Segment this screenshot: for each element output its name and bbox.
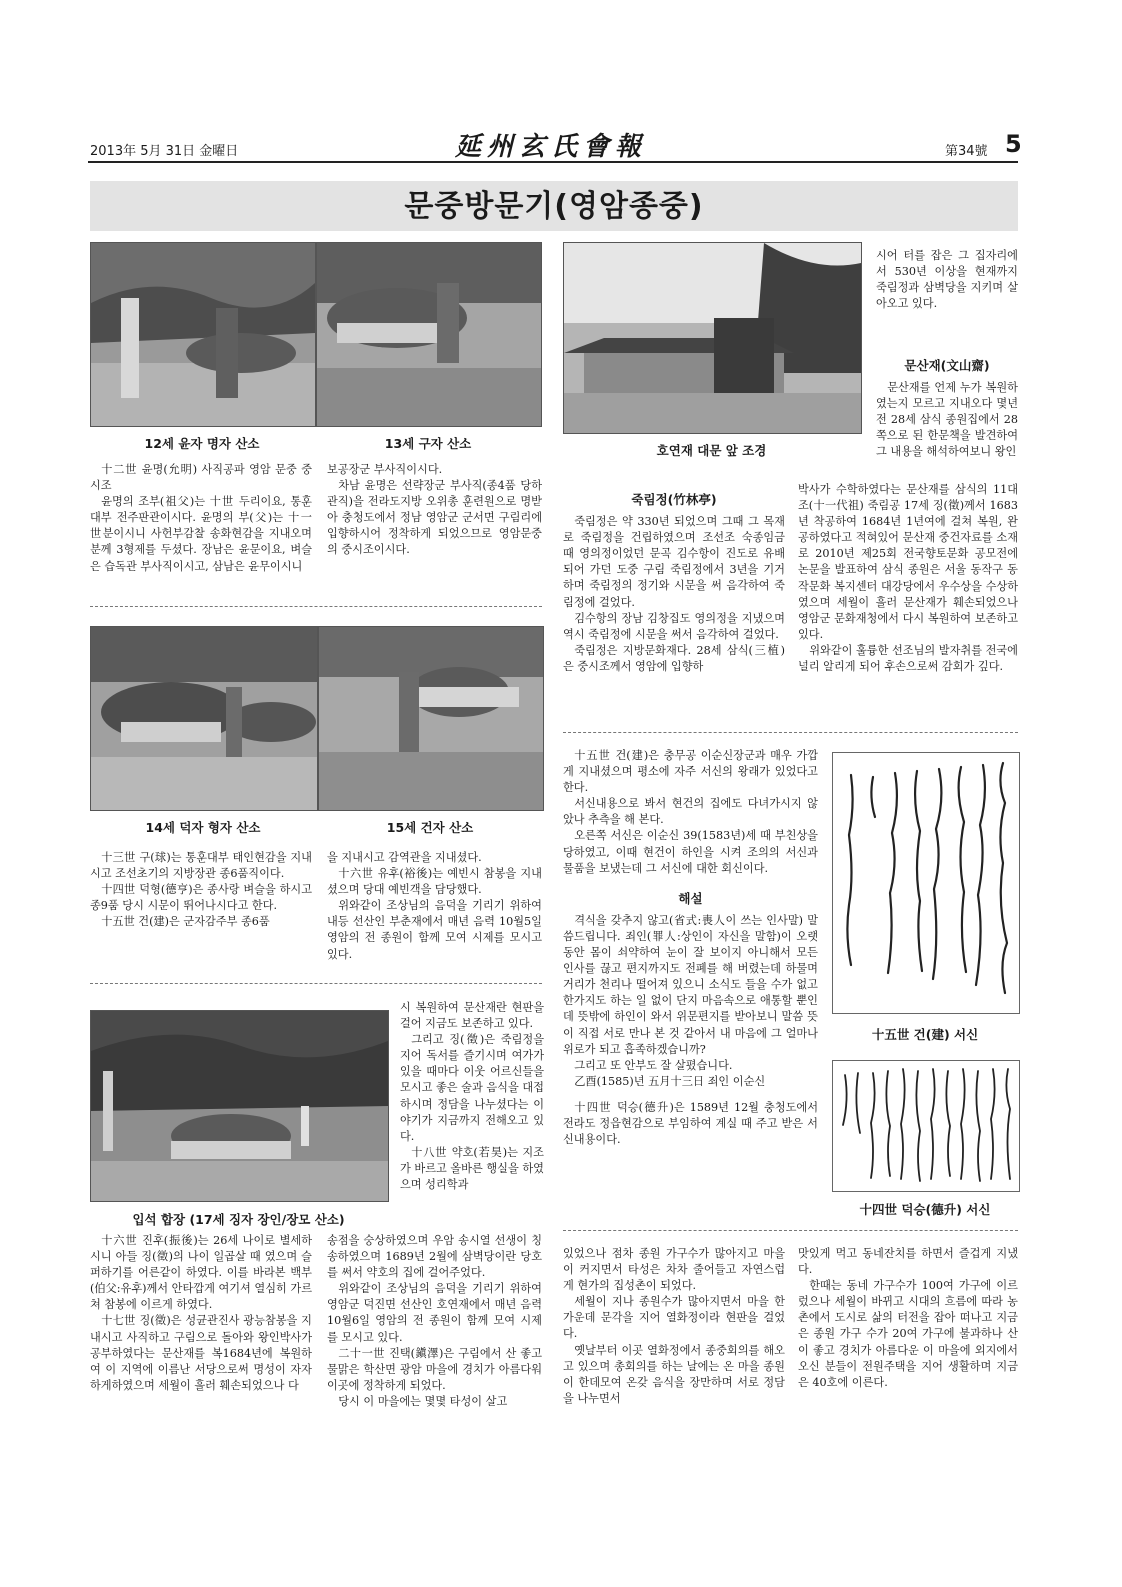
paragraph: 차남 윤명은 선략장군 부사직(종4품 당하관직)을 전라도지방 오위총 훈련원으로 명받아 충청도에서 정남 영암군 군서면 구림리에 입향하시어 정착하게 되었으므로 영암문중의 중시조이시다. [327, 479, 542, 557]
paragraph: 죽림정은 지방문화재다. 28세 삼식(三植)은 중시조께서 영암에 입향하 [563, 643, 785, 673]
newspaper-title: 延州玄氏會報 [455, 132, 648, 162]
caption-photo-joint-tomb: 입석 합장 (17세 징자 장인/장모 산소) [132, 1212, 345, 1227]
subheading-jukrimjeong: 죽림정(竹林亭) [631, 492, 717, 507]
calligraphy-letter-15th [832, 752, 1020, 1014]
text-13th-a [90, 850, 312, 930]
paragraph: 문산재를 언제 누가 복원하였는지 모르고 지내오다 몇년전 28세 삼식 종원집에서 28쪽으로 된 한문책을 발견하여 그 내용을 해석하여보니 왕인 [876, 381, 1018, 459]
paragraph: 오른쪽 서신은 이순신 39(1583년)세 때 부친상을 당하였고, 이때 현건이 하인을 시켜 조의의 서신과 물품을 보냈는데 그 서신에 대한 회신이다. [563, 829, 818, 875]
caption-photo-gate: 호연재 대문 앞 조경 [656, 443, 767, 458]
section-divider [563, 1230, 1018, 1231]
text-right-top [876, 248, 1018, 312]
paragraph: 세월이 지나 종원수가 많아지면서 마을 한가운데 문각을 지어 열화정이라 현판을 걸었다. [563, 1295, 785, 1341]
paragraph: 十五世 건(建)은 군자감주부 종6품 [101, 915, 270, 929]
paragraph: 서신내용으로 봐서 현건의 집에도 다녀가시지 않았나 추측을 해 본다. [563, 797, 818, 827]
text-letters [563, 748, 818, 1148]
paragraph: 당시 이 마을에는 몇몇 타성이 살고 [338, 1394, 508, 1408]
caption-photo-15th: 15세 건자 산소 [386, 820, 474, 835]
paragraph: 十四世 덕형(德亨)은 종사랑 벼슬을 하시고 종9품 당시 시문이 뛰어나시다고 한다. [90, 883, 312, 913]
caption-photo-13th: 13세 구자 산소 [384, 436, 472, 451]
paragraph: 十八世 약호(若昊)는 지조가 바르고 올바른 행실을 하였으며 성리학과 [400, 1145, 544, 1192]
photo-hoyeonjae-gate [563, 242, 862, 434]
text-12th-a [90, 462, 312, 575]
text-village-a [563, 1246, 785, 1407]
paragraph: 十三世 구(球)는 통훈대부 태인현감을 지내시고 조선초기의 지방장관 종6품직이다. [90, 851, 312, 881]
paragraph: 죽림정은 약 330년 되었으며 그때 그 목재로 죽림정을 건립하였으며 조선조 숙종임금 때 영의정이었던 문곡 김수항이 진도로 유배되어 가던 도중 구림 죽림정에서 3년을 기거하며 죽림정의 정기와 시문을 써 음각하여 죽림정에 걸었다. [563, 515, 785, 609]
paragraph: 박사가 수학하였다는 문산재를 삼식의 11대조(十一代祖) 죽림공 17세 징(徵)께서 1683년 착공하여 1684년 1년여에 걸쳐 복원, 완공하였다고 적혀있어 문산재 중건자료를 소재로 2010년 제25회 전국향토문화 공모전에 논문을 발표하여 삼식 종원은 서울 동작구 동작문화 복지센터 대강당에서 우수상을 수상하였으며 세월이 흘러 문산재가 훼손되었으나 영암군 문화재청에서 다시 복원하여 보존하고 있다. [798, 483, 1018, 641]
paragraph: 있었으나 점차 종원 가구수가 많아지고 마을이 커지면서 타성은 차차 줄어들고 자연스럽게 현가의 집성촌이 되었다. [563, 1247, 785, 1293]
calligraphy-letter-14th [832, 1060, 1020, 1192]
paragraph: 보공장군 부사직이시다. [327, 463, 443, 476]
section-divider [90, 983, 542, 984]
text-13th-b [327, 850, 542, 963]
caption-letter-15th: 十五世 건(建) 서신 [871, 1027, 979, 1042]
subheading-explanation: 해설 [678, 890, 703, 906]
caption-photo-14th: 14세 덕자 형자 산소 [145, 820, 261, 835]
subheading-munsanjae: 문산재(文山齋) [904, 358, 990, 373]
photo-joint-tomb [90, 1010, 389, 1202]
paragraph: 그리고 또 안부도 잘 살폈습니다. [574, 1058, 733, 1072]
paragraph: 한때는 동네 가구수가 100여 가구에 이르렀으나 세월이 바뀌고 시대의 흐름에 따라 농촌에서 도시로 삶의 터전을 잡아 떠나고 지금은 종원 가구 수가 20여 가구에 불과하나 산이 좋고 경치가 아름다운 이 마을에 외지에서 오신 분들이 전원주택을 지어 생활하며 지금은 40호에 이른다. [798, 1279, 1018, 1389]
paragraph: 맛있게 먹고 동네잔치를 하면서 즐겁게 지냈다. [798, 1247, 1018, 1277]
text-17th-side [400, 1000, 544, 1193]
paragraph: 윤명의 조부(祖父)는 十世 두리이요, 통훈대부 전주판관이시다. 윤명의 부(父)는 十一世분이시니 사헌부감찰 송화현감을 지내오며 분께 3형제를 두셨다. 장남은 윤문이요, 벼슬은 습독관 부사직이시고, 삼남은 윤무이시니 [90, 495, 312, 573]
page-number: 5 [1005, 130, 1022, 158]
text-village-b [798, 1246, 1018, 1391]
paragraph: 위와같이 훌륭한 선조님의 발자취를 전국에 널리 알리게 되어 후손으로써 감회가 깊다. [798, 643, 1018, 674]
paragraph: 을 지내시고 감역관을 지내셨다. [327, 851, 482, 864]
issue-number: 第34號 [945, 144, 988, 159]
header-rule [88, 161, 1018, 163]
text-munsanjae-intro [876, 354, 1018, 461]
paragraph: 위와같이 조상님의 음덕을 기리기 위하여 내등 선산인 부춘재에서 매년 음력 10월5일 영암의 전 종원이 함께 모여 시제를 모시고 있다. [327, 899, 542, 961]
paragraph: 위와같이 조상님의 음덕을 기리기 위하여 영암군 덕진면 선산인 호연재에서 매년 음력 10월6일 영암의 전 종원이 함께 모여 시제를 모시고 있다. [327, 1282, 542, 1344]
photo-tomb-12th [90, 242, 316, 427]
paragraph: 十四世 덕승(德升)은 1589년 12월 충청도에서 전라도 정읍현감으로 부임하여 계실 때 주고 받은 서신내용이다. [563, 1100, 818, 1147]
paragraph: 十五世 건(建)은 충무공 이순신장군과 매우 가깝게 지내셨으며 평소에 자주 서신의 왕래가 있었다고 한다. [563, 749, 818, 795]
paragraph: 격식을 갖추지 않고(省式:喪人이 쓰는 인사말) 말씀드립니다. 죄인(罪人:상인이 자신을 말함)이 오랫동안 몸이 쇠약하여 눈이 잘 보이지 아니해서 모든 인사를 끊고 편지까지도 전폐를 해 버렸는데 하물며 거리가 천리나 떨어져 있으니 소식도 들을 수가 없고 한가지도 하는 일 없이 단지 마음속으로 애통할 뿐인데 뜻밖에 하인이 와서 위문편지를 받아보니 말씀 뜻이 직접 서로 만나 본 것 같아서 내 마음에 그 얼마나 위로가 되고 흡족하겠습니까? [563, 913, 818, 1056]
photo-tomb-13th [316, 242, 542, 427]
text-16th-a [90, 1233, 312, 1394]
text-12th-b [327, 462, 542, 559]
paragraph: 十七世 징(徵)은 성균관진사 광능참봉을 지내시고 사직하고 구림으로 돌아와 왕인박사가 공부하였다는 문산재를 복1684년에 복원하여 이 지역에 이름난 서당으로써 명성이 자자하게하였으며 세월이 흘러 훼손되었으나 다 [90, 1314, 312, 1392]
paragraph: 송점을 숭상하였으며 우암 송시열 선생이 칭송하였으며 1689년 2월에 삼벽당이란 당호를 써서 약호의 집에 걸어주었다. [327, 1234, 542, 1280]
text-munsanjae-body [798, 482, 1018, 675]
article-title: 문중방문기(영암종중) [90, 181, 1018, 231]
text-jukrimjeong [563, 488, 785, 675]
caption-letter-14th: 十四世 덕승(德升) 서신 [859, 1202, 991, 1217]
paragraph: 시 복원하여 문산재란 현판을 걸어 지금도 보존하고 있다. [400, 1001, 544, 1031]
photo-tomb-15th [318, 626, 544, 811]
paragraph: 十六世 진후(振後)는 26세 나이로 별세하시니 아들 징(徵)의 나이 일곱살 때 였으며 슬퍼하기를 어른같이 하였다. 이를 바라본 백부(伯父:유후)께서 안타깝게 여기셔 열심히 가르쳐 참봉에 이르게 하였다. [90, 1234, 313, 1312]
issue-date: 2013年 5月 31日 金曜日 [90, 144, 239, 159]
paragraph: 시어 터를 잡은 그 집자리에서 530년 이상을 현재까지 죽림정과 삼벽당을 지키며 살아오고 있다. [876, 249, 1018, 311]
paragraph: 옛날부터 이곳 열화정에서 종중회의를 해오고 있으며 총회의를 하는 날에는 온 마을 종원이 한데모여 온갖 음식을 장만하며 서로 정담을 나누면서 [563, 1343, 785, 1405]
photo-tomb-14th [90, 626, 318, 811]
paragraph: 二十一世 진택(鎭澤)은 구림에서 산 좋고 물맑은 학산면 광암 마을에 경치가 아름다워 이곳에 정착하게 되었다. [327, 1346, 542, 1392]
caption-photo-12th: 12세 윤자 명자 산소 [144, 436, 260, 451]
paragraph: 乙酉(1585)년 五月十三日 죄인 이순신 [574, 1074, 766, 1088]
section-divider [563, 732, 1018, 733]
paragraph: 十二世 윤명(允明) 사직공파 영암 문중 중시조 [90, 463, 312, 493]
paragraph: 十六世 유후(裕後)는 예빈시 참봉을 지내셨으며 당대 예빈객을 담당했다. [327, 867, 542, 897]
paragraph: 김수항의 장남 김창집도 영의정을 지냈으며 역시 죽림정에 시문을 써서 음각하여 걸었다. [563, 611, 785, 641]
paragraph: 그리고 징(徵)은 죽림정을 지어 독서를 즐기시며 여가가 있을 때마다 이웃 어르신들을 모시고 좋은 술과 음식을 대접하시며 정담을 나누셨다는 이야기가 지금까지 전해오고 있다. [400, 1033, 544, 1143]
section-divider [90, 606, 542, 607]
text-18th-b [327, 1233, 542, 1410]
